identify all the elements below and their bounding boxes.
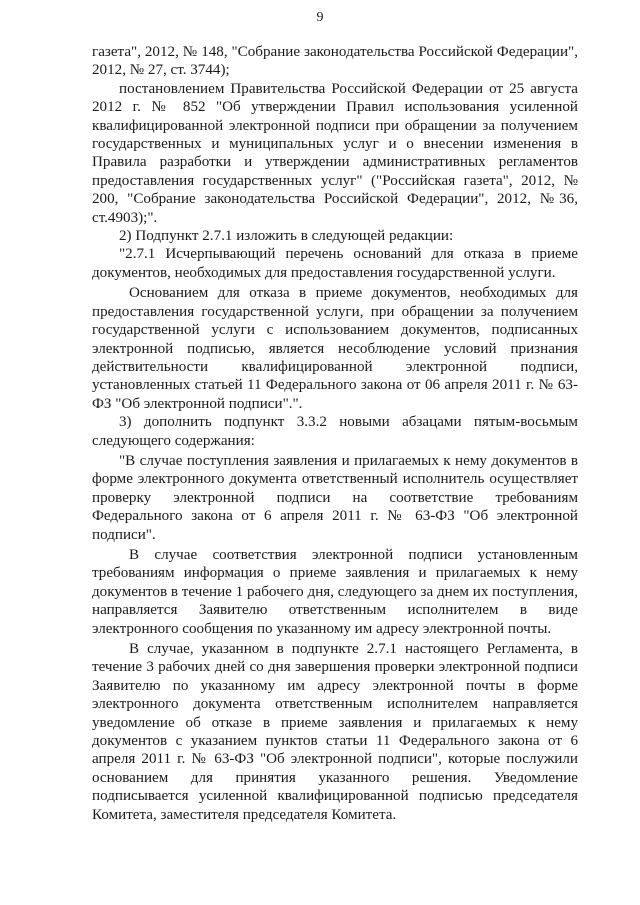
paragraph-refusal-notice: В случае, указанном в подпункте 2.7.1 настоящего Регламента, в течение 3 рабочих дней со дня завершения проверки электронной подписи Заявителю по указанному им адресу электронной почты в форме электронного документа ответственным исполнителем направляется уведомление об отказе в приеме заявления и прилагаемых к нему документов с указанием пунктов статьи 11 Федерального закона от 6 апреля 2011 г. № 63-ФЗ "Об электронной подписи", которые послужили основанием для принятия указанного решения. Уведомление подписывается усиленной квалифицированной подписью председателя Комитета, заместителя председателя Комитета. [92, 641, 578, 823]
page-number: 9 [316, 10, 324, 25]
paragraph-item-3: 3) дополнить подпункт 3.3.2 новыми абзацами пятым-восьмым следующего содержания: [92, 414, 578, 449]
paragraph-item-2: 2) Подпункт 2.7.1 изложить в следующей редакции: [119, 228, 454, 245]
paragraph-2-7-1: "2.7.1 Исчерпывающий перечень оснований для отказа в приеме документов, необходимых для предоставления государственной услуги. [92, 246, 578, 281]
paragraph-verification: "В случае поступления заявления и прилагаемых к нему документов в форме электронного документа ответственный исполнитель осуществляет проверку электронной подписи на соответствие требованиям Федерального закона от 6 апреля 2011 г. № 63-ФЗ "Об электронной подписи". [92, 452, 578, 543]
paragraph-continuation: газета", 2012, № 148, "Собрание законодательства Российской Федерации", 2012, № 27, ст. 3744); [92, 44, 578, 79]
paragraph-refusal-grounds: Основанием для отказа в приеме документов, необходимых для предоставления государственной услуги, при обращении за получением государственной услуги с использованием документов, подписанных электронной подписью, является несоблюдение условий признания действительности квалифицированной электронной подписи, установленных статьей 11 Федерального закона от 06 апреля 2011 г. № 63-ФЗ "Об электронной подписи".". [92, 285, 578, 412]
paragraph-compliance: В случае соответствия электронной подписи установленным требованиям информация о приеме заявления и прилагаемых к нему документов в течение 1 рабочего дня, следующего за днем их поступления, направляется Заявителю ответственным исполнителем в виде электронного сообщения по указанному им адресу электронной почты. [92, 546, 578, 637]
paragraph-resolution: постановлением Правительства Российской Федерации от 25 августа 2012 г. № 852 "Об утверждении Правил использования усиленной квалифицированной электронной подписи при обращении за получением государственных и муниципальных услуг и о внесении изменения в Правила разработки и утверждении административных регламентов предоставления государственных услуг" ("Российская газета", 2012, № 200, "Собрание законодательства Российской Федерации", 2012, №36, ст.4903);". [92, 80, 578, 226]
document-body [92, 43, 578, 824]
